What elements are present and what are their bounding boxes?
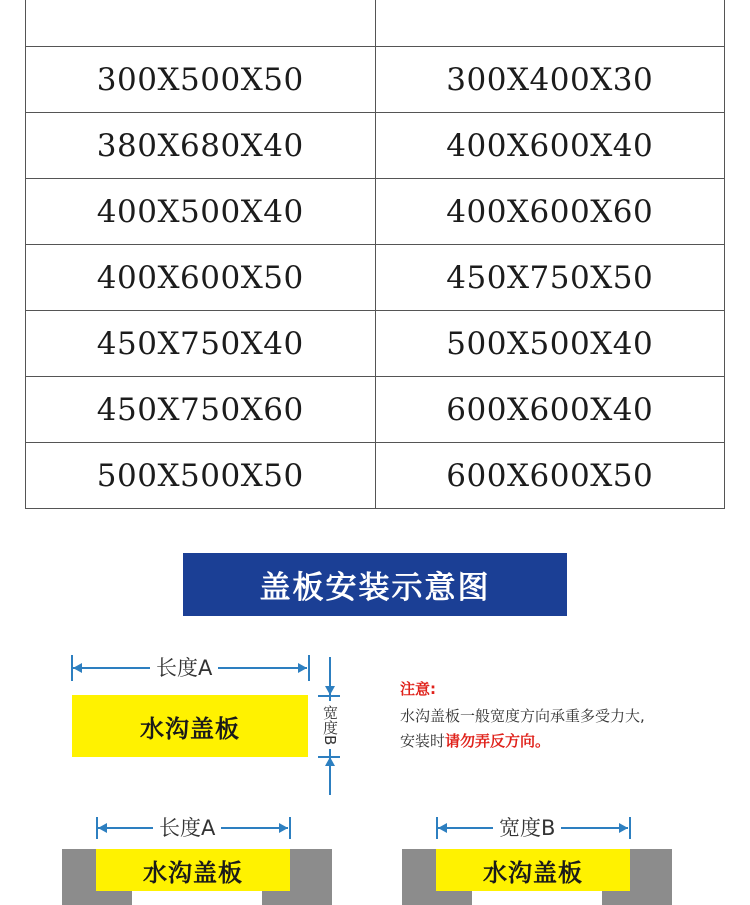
table-cell: 400X600X40 bbox=[375, 113, 725, 179]
table-row bbox=[26, 113, 725, 179]
table-cell: 500X500X40 bbox=[375, 311, 725, 377]
table-cell: 600X600X50 bbox=[375, 443, 725, 509]
table-cell: 600X600X40 bbox=[375, 377, 725, 443]
width-label: 宽度B bbox=[322, 701, 338, 749]
table-cell: 300X400X30 bbox=[375, 47, 725, 113]
table-cell: 380X680X40 bbox=[26, 113, 376, 179]
dimension-tick bbox=[289, 817, 291, 839]
table-row bbox=[26, 311, 725, 377]
table-cell: 450X750X60 bbox=[26, 377, 376, 443]
length-label: 长度A bbox=[153, 816, 221, 840]
arrow-right-icon bbox=[279, 823, 288, 833]
table-cell: 400X500X40 bbox=[26, 179, 376, 245]
gutter-cover-plate: 水沟盖板 bbox=[436, 849, 630, 891]
dimension-tick bbox=[629, 817, 631, 839]
arrow-left-icon bbox=[98, 823, 107, 833]
arrow-up-icon bbox=[325, 757, 335, 766]
arrow-down-icon bbox=[325, 686, 335, 695]
note-line-2-prefix: 安装时 bbox=[400, 732, 446, 750]
gutter-cover-plate: 水沟盖板 bbox=[96, 849, 290, 891]
table-row bbox=[26, 377, 725, 443]
table-row bbox=[26, 179, 725, 245]
table-cell: 500X500X50 bbox=[26, 443, 376, 509]
length-label: 长度A bbox=[150, 656, 218, 680]
arrow-left-icon bbox=[438, 823, 447, 833]
note-warning: 请勿弄反方向。 bbox=[445, 732, 551, 750]
table-row bbox=[26, 245, 725, 311]
arrow-left-icon bbox=[73, 663, 82, 673]
note-line-1: 水沟盖板一般宽度方向承重多受力大, bbox=[400, 707, 645, 725]
table-cell: 450X750X40 bbox=[26, 311, 376, 377]
table-cell bbox=[375, 0, 725, 47]
table-row bbox=[26, 47, 725, 113]
table-cell bbox=[26, 0, 376, 47]
width-label: 宽度B bbox=[493, 816, 561, 840]
spec-table bbox=[25, 0, 725, 509]
note-line-2 bbox=[400, 730, 550, 751]
note-title: 注意: bbox=[400, 680, 436, 698]
dimension-tick bbox=[308, 655, 310, 681]
table-cell: 450X750X50 bbox=[375, 245, 725, 311]
section-banner: 盖板安装示意图 bbox=[183, 553, 567, 616]
table-cell: 400X600X60 bbox=[375, 179, 725, 245]
arrow-right-icon bbox=[619, 823, 628, 833]
table-cell: 300X500X50 bbox=[26, 47, 376, 113]
table-row bbox=[26, 0, 725, 47]
gutter-cover-plate: 水沟盖板 bbox=[72, 695, 308, 757]
table-row bbox=[26, 443, 725, 509]
arrow-right-icon bbox=[298, 663, 307, 673]
table-cell: 400X600X50 bbox=[26, 245, 376, 311]
